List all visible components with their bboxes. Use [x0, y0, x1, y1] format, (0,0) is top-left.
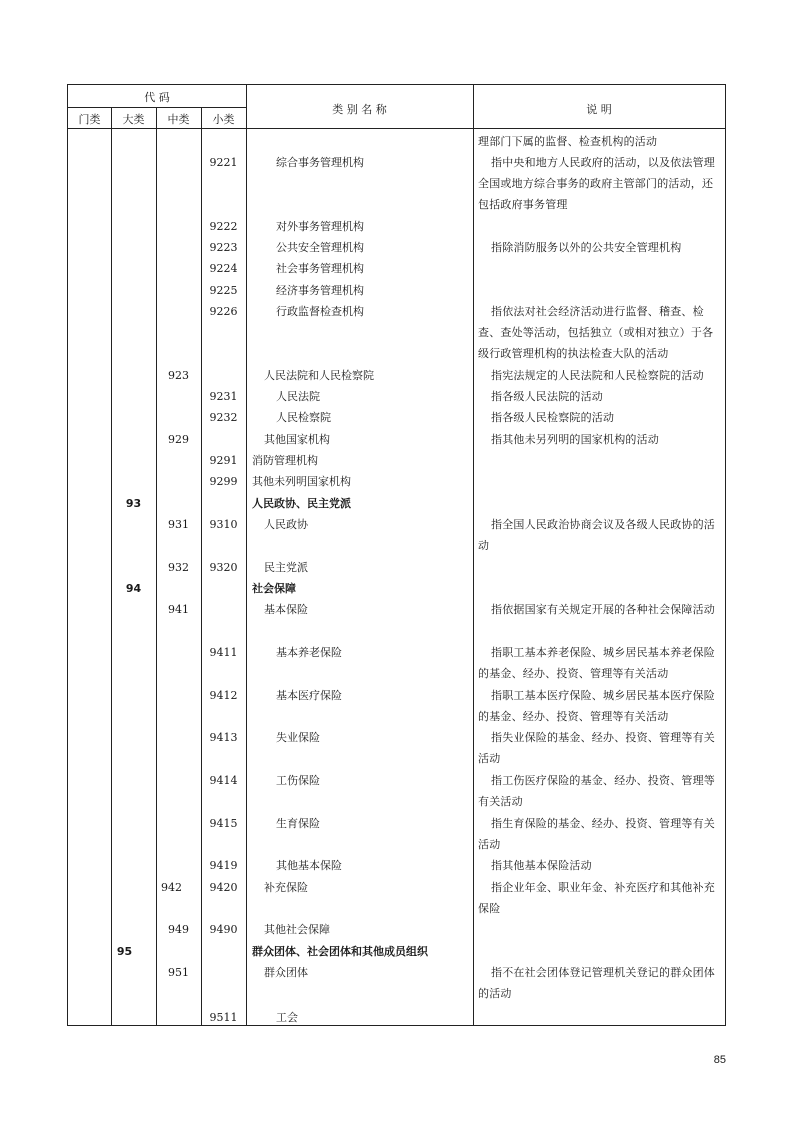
- header-groups: 中类: [167, 113, 190, 126]
- category-name: 人民政协: [264, 518, 308, 531]
- header-bottom-line: [68, 128, 725, 129]
- category-name: 生育保险: [276, 817, 320, 830]
- group-code: 942: [161, 881, 182, 894]
- class-code: 9291: [209, 454, 238, 467]
- category-name: 民主党派: [264, 561, 308, 574]
- category-name: 其他社会保障: [264, 923, 330, 936]
- group-code: 932: [168, 561, 189, 574]
- class-code: 9320: [209, 561, 238, 574]
- group-code: 949: [168, 923, 189, 936]
- category-name: 基本医疗保险: [276, 689, 342, 702]
- category-name: 基本保险: [264, 603, 308, 616]
- division-code: 94: [125, 582, 142, 595]
- class-code: 9411: [209, 646, 238, 659]
- row-desc: 指除消防服务以外的公共安全管理机构: [491, 241, 682, 254]
- category-name: 行政监督检查机构: [276, 305, 364, 318]
- row-desc: 指各级人民法院的活动: [491, 390, 603, 403]
- row-desc: 指宪法规定的人民法院和人民检察院的活动: [491, 369, 704, 382]
- category-name: 社会事务管理机构: [276, 262, 364, 275]
- category-name: 对外事务管理机构: [276, 220, 364, 233]
- row-desc: 理部门下属的监督、检查机构的活动: [478, 135, 658, 148]
- class-code: 9224: [209, 262, 238, 275]
- header-desc: 说 明: [586, 103, 612, 116]
- row-desc: 指不在社会团体登记管理机关登记的群众团体的活动: [478, 966, 715, 1001]
- class-code: 9225: [209, 284, 238, 297]
- category-name: 人民政协、民主党派: [252, 497, 351, 510]
- category-name: 补充保险: [264, 881, 308, 894]
- division-code: 93: [125, 497, 142, 510]
- row-desc: 指中央和地方人民政府的活动，以及依法管理全国或地方综合事务的政府主管部门的活动，还包括政府事务管理: [478, 156, 715, 212]
- class-code: 9299: [209, 475, 238, 488]
- group-code: 951: [168, 966, 189, 979]
- group-code: 931: [168, 518, 189, 531]
- category-name: 经济事务管理机构: [276, 284, 364, 297]
- row-desc: 指企业年金、职业年金、补充医疗和其他补充保险: [478, 881, 715, 916]
- category-name: 失业保险: [276, 731, 320, 744]
- col-divider-code: [246, 85, 247, 1025]
- class-code: 9232: [209, 411, 238, 424]
- category-name: 综合事务管理机构: [276, 156, 364, 169]
- category-name: 其他国家机构: [264, 433, 330, 446]
- category-name: 工会: [276, 1011, 298, 1024]
- division-code: 95: [116, 945, 133, 958]
- group-code: 923: [168, 369, 189, 382]
- col-divider-name: [473, 85, 474, 1025]
- header-code: 代 码: [144, 91, 170, 104]
- category-name: 人民法院和人民检察院: [264, 369, 374, 382]
- category-name: 人民法院: [276, 390, 320, 403]
- category-name: 其他基本保险: [276, 859, 342, 872]
- class-code: 9222: [209, 220, 238, 233]
- class-code: 9415: [209, 817, 238, 830]
- category-name: 公共安全管理机构: [276, 241, 364, 254]
- header-classes: 小类: [212, 113, 235, 126]
- category-name: 群众团体、社会团体和其他成员组织: [252, 945, 428, 958]
- category-name: 群众团体: [264, 966, 308, 979]
- header-name: 类 别 名 称: [332, 103, 387, 116]
- header-sections: 门类: [78, 113, 101, 126]
- row-desc: 指职工基本养老保险、城乡居民基本养老保险的基金、经办、投资、管理等有关活动: [478, 646, 715, 681]
- class-code: 9511: [209, 1011, 238, 1024]
- category-name: 基本养老保险: [276, 646, 342, 659]
- class-code: 9490: [209, 923, 238, 936]
- class-code: 9419: [209, 859, 238, 872]
- class-code: 9420: [209, 881, 238, 894]
- group-code: 941: [168, 603, 189, 616]
- header-divisions: 大类: [122, 113, 145, 126]
- class-code: 9231: [209, 390, 238, 403]
- page-number: 85: [713, 1054, 726, 1066]
- row-desc: 指全国人民政治协商会议及各级人民政协的活动: [478, 518, 715, 553]
- header-code-underline: [68, 107, 246, 108]
- row-desc: 指生育保险的基金、经办、投资、管理等有关活动: [478, 817, 715, 852]
- class-code: 9412: [209, 689, 238, 702]
- class-code: 9221: [209, 156, 238, 169]
- category-name: 人民检察院: [276, 411, 331, 424]
- class-code: 9226: [209, 305, 238, 318]
- row-desc: 指其他基本保险活动: [491, 859, 592, 872]
- category-name: 消防管理机构: [252, 454, 318, 467]
- row-desc: 指依据国家有关规定开展的各种社会保障活动: [491, 603, 715, 616]
- category-name: 社会保障: [252, 582, 296, 595]
- category-name: 工伤保险: [276, 774, 320, 787]
- category-name: 其他未列明国家机构: [252, 475, 351, 488]
- class-code: 9414: [209, 774, 238, 787]
- row-desc: 指工伤医疗保险的基金、经办、投资、管理等有关活动: [478, 774, 715, 809]
- row-desc: 指其他未另列明的国家机构的活动: [491, 433, 659, 446]
- row-desc: 指依法对社会经济活动进行监督、稽查、检查、查处等活动，包括独立（或相对独立）于各级行政管理机构的执法检查大队的活动: [478, 305, 714, 361]
- row-desc: 指各级人民检察院的活动: [491, 411, 615, 424]
- group-code: 929: [168, 433, 189, 446]
- row-desc: 指失业保险的基金、经办、投资、管理等有关活动: [478, 731, 715, 766]
- col-divider-section: [111, 107, 112, 1025]
- row-desc: 指职工基本医疗保险、城乡居民基本医疗保险的基金、经办、投资、管理等有关活动: [478, 689, 715, 724]
- class-code: 9413: [209, 731, 238, 744]
- class-code: 9223: [209, 241, 238, 254]
- class-code: 9310: [209, 518, 238, 531]
